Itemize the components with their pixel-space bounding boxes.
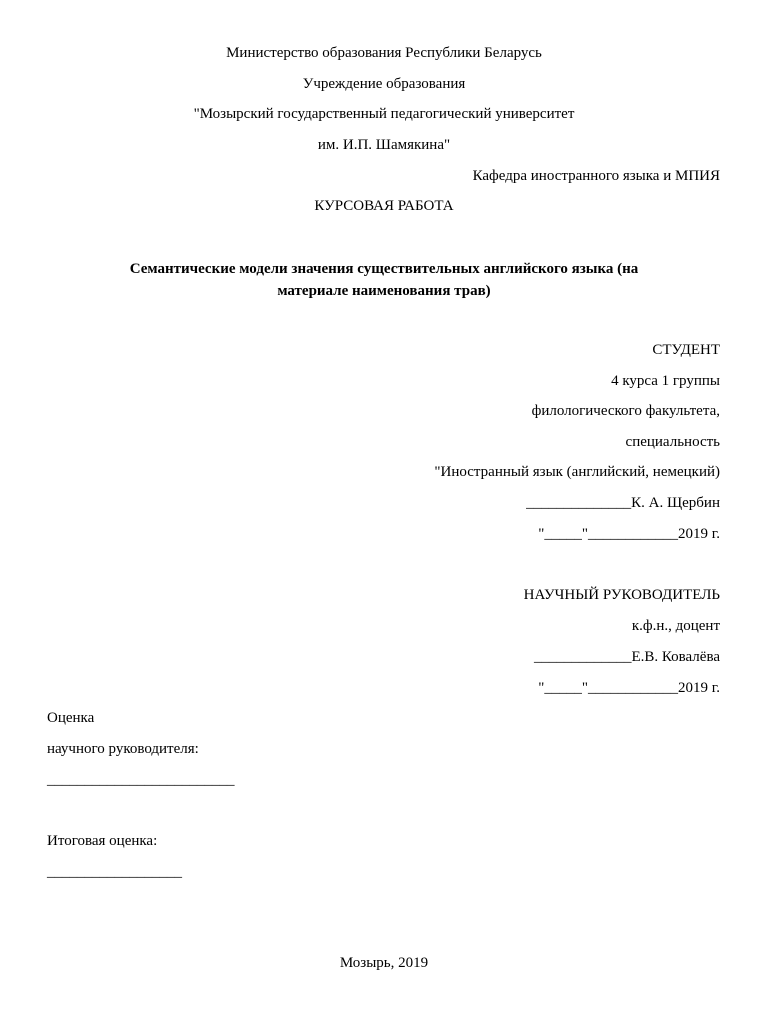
institution-type-line: Учреждение образования bbox=[302, 76, 466, 92]
work-type-heading: КУРСОВАЯ РАБОТА bbox=[314, 198, 454, 214]
supervisor-grade-blank: _________________________ bbox=[47, 772, 235, 788]
place-year-footer: Мозырь, 2019 bbox=[339, 955, 429, 971]
supervisor-label: НАУЧНЫЙ РУКОВОДИТЕЛЬ bbox=[523, 587, 720, 603]
student-specialty-label: специальность bbox=[625, 434, 720, 450]
supervisor-degree: к.ф.н., доцент bbox=[631, 618, 720, 634]
student-signature: ______________К. А. Щербин bbox=[526, 495, 720, 511]
supervisor-grade-label2: научного руководителя: bbox=[47, 741, 199, 757]
university-name-line2: им. И.П. Шамякина" bbox=[317, 137, 451, 153]
student-faculty: филологического факультета, bbox=[531, 403, 720, 419]
department-line: Кафедра иностранного языка и МПИЯ bbox=[472, 168, 720, 184]
supervisor-grade-label1: Оценка bbox=[47, 710, 95, 726]
student-label: СТУДЕНТ bbox=[652, 342, 720, 358]
student-group: 4 курса 1 группы bbox=[611, 373, 720, 389]
university-name-line1: "Мозырский государственный педагогический университет bbox=[193, 106, 575, 122]
supervisor-signature: _____________Е.В. Ковалёва bbox=[533, 649, 720, 665]
supervisor-date: "_____"____________2019 г. bbox=[538, 680, 720, 696]
final-grade-blank: __________________ bbox=[47, 864, 182, 880]
ministry-line: Министерство образования Республики Беларусь bbox=[226, 45, 542, 61]
work-title-line1: Семантические модели значения существительных английского языка (на bbox=[129, 261, 639, 277]
work-title-line2: материале наименования трав) bbox=[277, 283, 491, 299]
final-grade-label: Итоговая оценка: bbox=[47, 833, 158, 849]
student-specialty: "Иностранный язык (английский, немецкий) bbox=[434, 464, 720, 480]
student-date: "_____"____________2019 г. bbox=[538, 526, 720, 542]
